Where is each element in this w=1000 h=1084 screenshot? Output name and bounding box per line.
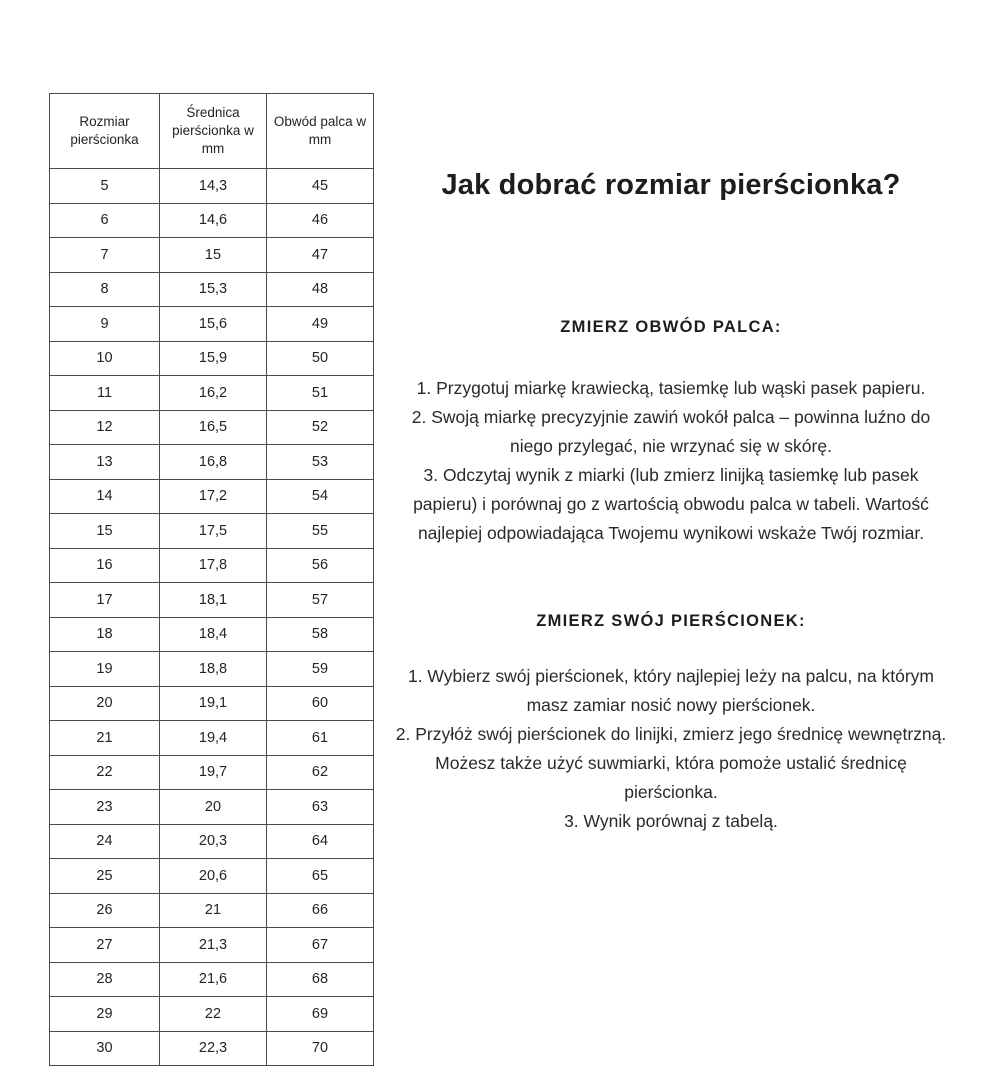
table-cell: 19,4: [160, 721, 267, 756]
table-cell: 16,2: [160, 376, 267, 411]
table-cell: 21: [160, 893, 267, 928]
table-cell: 16,5: [160, 410, 267, 445]
table-cell: 7: [50, 238, 160, 273]
table-row: [50, 341, 374, 376]
table-cell: 11: [50, 376, 160, 411]
column-header-ring-diameter: Średnica pierścionka w mm: [160, 94, 267, 169]
table-cell: 70: [267, 1031, 374, 1066]
instructions-measure-finger: [392, 374, 950, 548]
table-cell: 15,6: [160, 307, 267, 342]
section-heading-measure-finger: ZMIERZ OBWÓD PALCA:: [560, 318, 782, 336]
table-cell: 56: [267, 548, 374, 583]
table-cell: 17: [50, 583, 160, 618]
table-cell: 52: [267, 410, 374, 445]
table-row: [50, 548, 374, 583]
table-cell: 8: [50, 272, 160, 307]
table-cell: 18: [50, 617, 160, 652]
table-cell: 18,8: [160, 652, 267, 687]
table-cell: 26: [50, 893, 160, 928]
instructions-measure-ring: [392, 662, 950, 836]
section-heading-measure-ring: ZMIERZ SWÓJ PIERŚCIONEK:: [536, 612, 806, 630]
instruction-item: 3. Wynik porównaj z tabelą.: [564, 811, 778, 831]
table-row: [50, 721, 374, 756]
table-cell: 15: [160, 238, 267, 273]
column-header-finger-circumference: Obwód palca w mm: [267, 94, 374, 169]
table-row: [50, 617, 374, 652]
table-cell: 50: [267, 341, 374, 376]
table-row: [50, 514, 374, 549]
table-cell: 19,1: [160, 686, 267, 721]
table-cell: 24: [50, 824, 160, 859]
table-cell: 16,8: [160, 445, 267, 480]
table-cell: 18,4: [160, 617, 267, 652]
size-table-body: [50, 169, 374, 1066]
table-cell: 15: [50, 514, 160, 549]
table-cell: 13: [50, 445, 160, 480]
table-cell: 22: [50, 755, 160, 790]
table-cell: 59: [267, 652, 374, 687]
table-cell: 62: [267, 755, 374, 790]
table-cell: 69: [267, 997, 374, 1032]
table-row: [50, 203, 374, 238]
table-cell: 23: [50, 790, 160, 825]
table-cell: 16: [50, 548, 160, 583]
table-header-row: [50, 94, 374, 169]
table-row: [50, 445, 374, 480]
table-cell: 28: [50, 962, 160, 997]
table-cell: 67: [267, 928, 374, 963]
table-cell: 58: [267, 617, 374, 652]
table-cell: 22,3: [160, 1031, 267, 1066]
table-row: [50, 376, 374, 411]
table-cell: 47: [267, 238, 374, 273]
page-title: Jak dobrać rozmiar pierścionka?: [441, 169, 901, 201]
column-header-ring-size: Rozmiar pierścionka: [50, 94, 160, 169]
table-cell: 22: [160, 997, 267, 1032]
table-cell: 68: [267, 962, 374, 997]
table-cell: 15,9: [160, 341, 267, 376]
table-cell: 53: [267, 445, 374, 480]
table-cell: 20: [50, 686, 160, 721]
table-cell: 48: [267, 272, 374, 307]
table-cell: 21: [50, 721, 160, 756]
instruction-item: 2. Przyłóż swój pierścionek do linijki, zmierz jego średnicę wewnętrzną. Możesz także użyć suwmiarki, która pomoże ustalić średnicę pierścionka.: [395, 724, 947, 802]
table-cell: 15,3: [160, 272, 267, 307]
table-row: [50, 583, 374, 618]
table-row: [50, 824, 374, 859]
table-cell: 10: [50, 341, 160, 376]
table-row: [50, 479, 374, 514]
table-cell: 66: [267, 893, 374, 928]
table-cell: 49: [267, 307, 374, 342]
table-cell: 20,3: [160, 824, 267, 859]
table-cell: 20: [160, 790, 267, 825]
table-row: [50, 686, 374, 721]
table-cell: 60: [267, 686, 374, 721]
table-cell: 19: [50, 652, 160, 687]
table-row: [50, 307, 374, 342]
table-cell: 27: [50, 928, 160, 963]
table-cell: 18,1: [160, 583, 267, 618]
table-row: [50, 238, 374, 273]
table-cell: 12: [50, 410, 160, 445]
table-row: [50, 1031, 374, 1066]
table-row: [50, 928, 374, 963]
instructions-column: [392, 0, 950, 836]
table-row: [50, 652, 374, 687]
table-cell: 17,2: [160, 479, 267, 514]
table-row: [50, 272, 374, 307]
table-cell: 14,6: [160, 203, 267, 238]
instruction-item: 1. Przygotuj miarkę krawiecką, tasiemkę lub wąski pasek papieru.: [416, 378, 926, 398]
table-row: [50, 859, 374, 894]
table-cell: 61: [267, 721, 374, 756]
table-cell: 63: [267, 790, 374, 825]
table-cell: 5: [50, 169, 160, 204]
table-cell: 29: [50, 997, 160, 1032]
table-cell: 14,3: [160, 169, 267, 204]
table-cell: 45: [267, 169, 374, 204]
instruction-item: 1. Wybierz swój pierścionek, który najlepiej leży na palcu, na którym masz zamiar nosić nowy pierścionek.: [407, 666, 935, 715]
table-cell: 6: [50, 203, 160, 238]
table-cell: 30: [50, 1031, 160, 1066]
table-row: [50, 962, 374, 997]
table-cell: 17,8: [160, 548, 267, 583]
table-cell: 19,7: [160, 755, 267, 790]
table-cell: 25: [50, 859, 160, 894]
table-cell: 65: [267, 859, 374, 894]
table-cell: 51: [267, 376, 374, 411]
table-cell: 14: [50, 479, 160, 514]
table-cell: 54: [267, 479, 374, 514]
table-cell: 17,5: [160, 514, 267, 549]
instruction-item: 2. Swoją miarkę precyzyjnie zawiń wokół palca – powinna luźno do niego przylegać, nie wrzynać się w skórę.: [411, 407, 931, 456]
table-cell: 9: [50, 307, 160, 342]
table-row: [50, 893, 374, 928]
table-row: [50, 169, 374, 204]
table-row: [50, 755, 374, 790]
instruction-item: 3. Odczytaj wynik z miarki (lub zmierz linijką tasiemkę lub pasek papieru) i porównaj go z wartością obwodu palca w tabeli. Wartość najlepiej odpowiadająca Twojemu wynikowi wskaże Twój rozmiar.: [413, 465, 929, 543]
table-cell: 57: [267, 583, 374, 618]
table-cell: 20,6: [160, 859, 267, 894]
table-row: [50, 997, 374, 1032]
table-row: [50, 790, 374, 825]
table-cell: 21,6: [160, 962, 267, 997]
table-cell: 21,3: [160, 928, 267, 963]
table-row: [50, 410, 374, 445]
table-cell: 64: [267, 824, 374, 859]
ring-size-table: [49, 93, 374, 1066]
table-cell: 55: [267, 514, 374, 549]
table-cell: 46: [267, 203, 374, 238]
